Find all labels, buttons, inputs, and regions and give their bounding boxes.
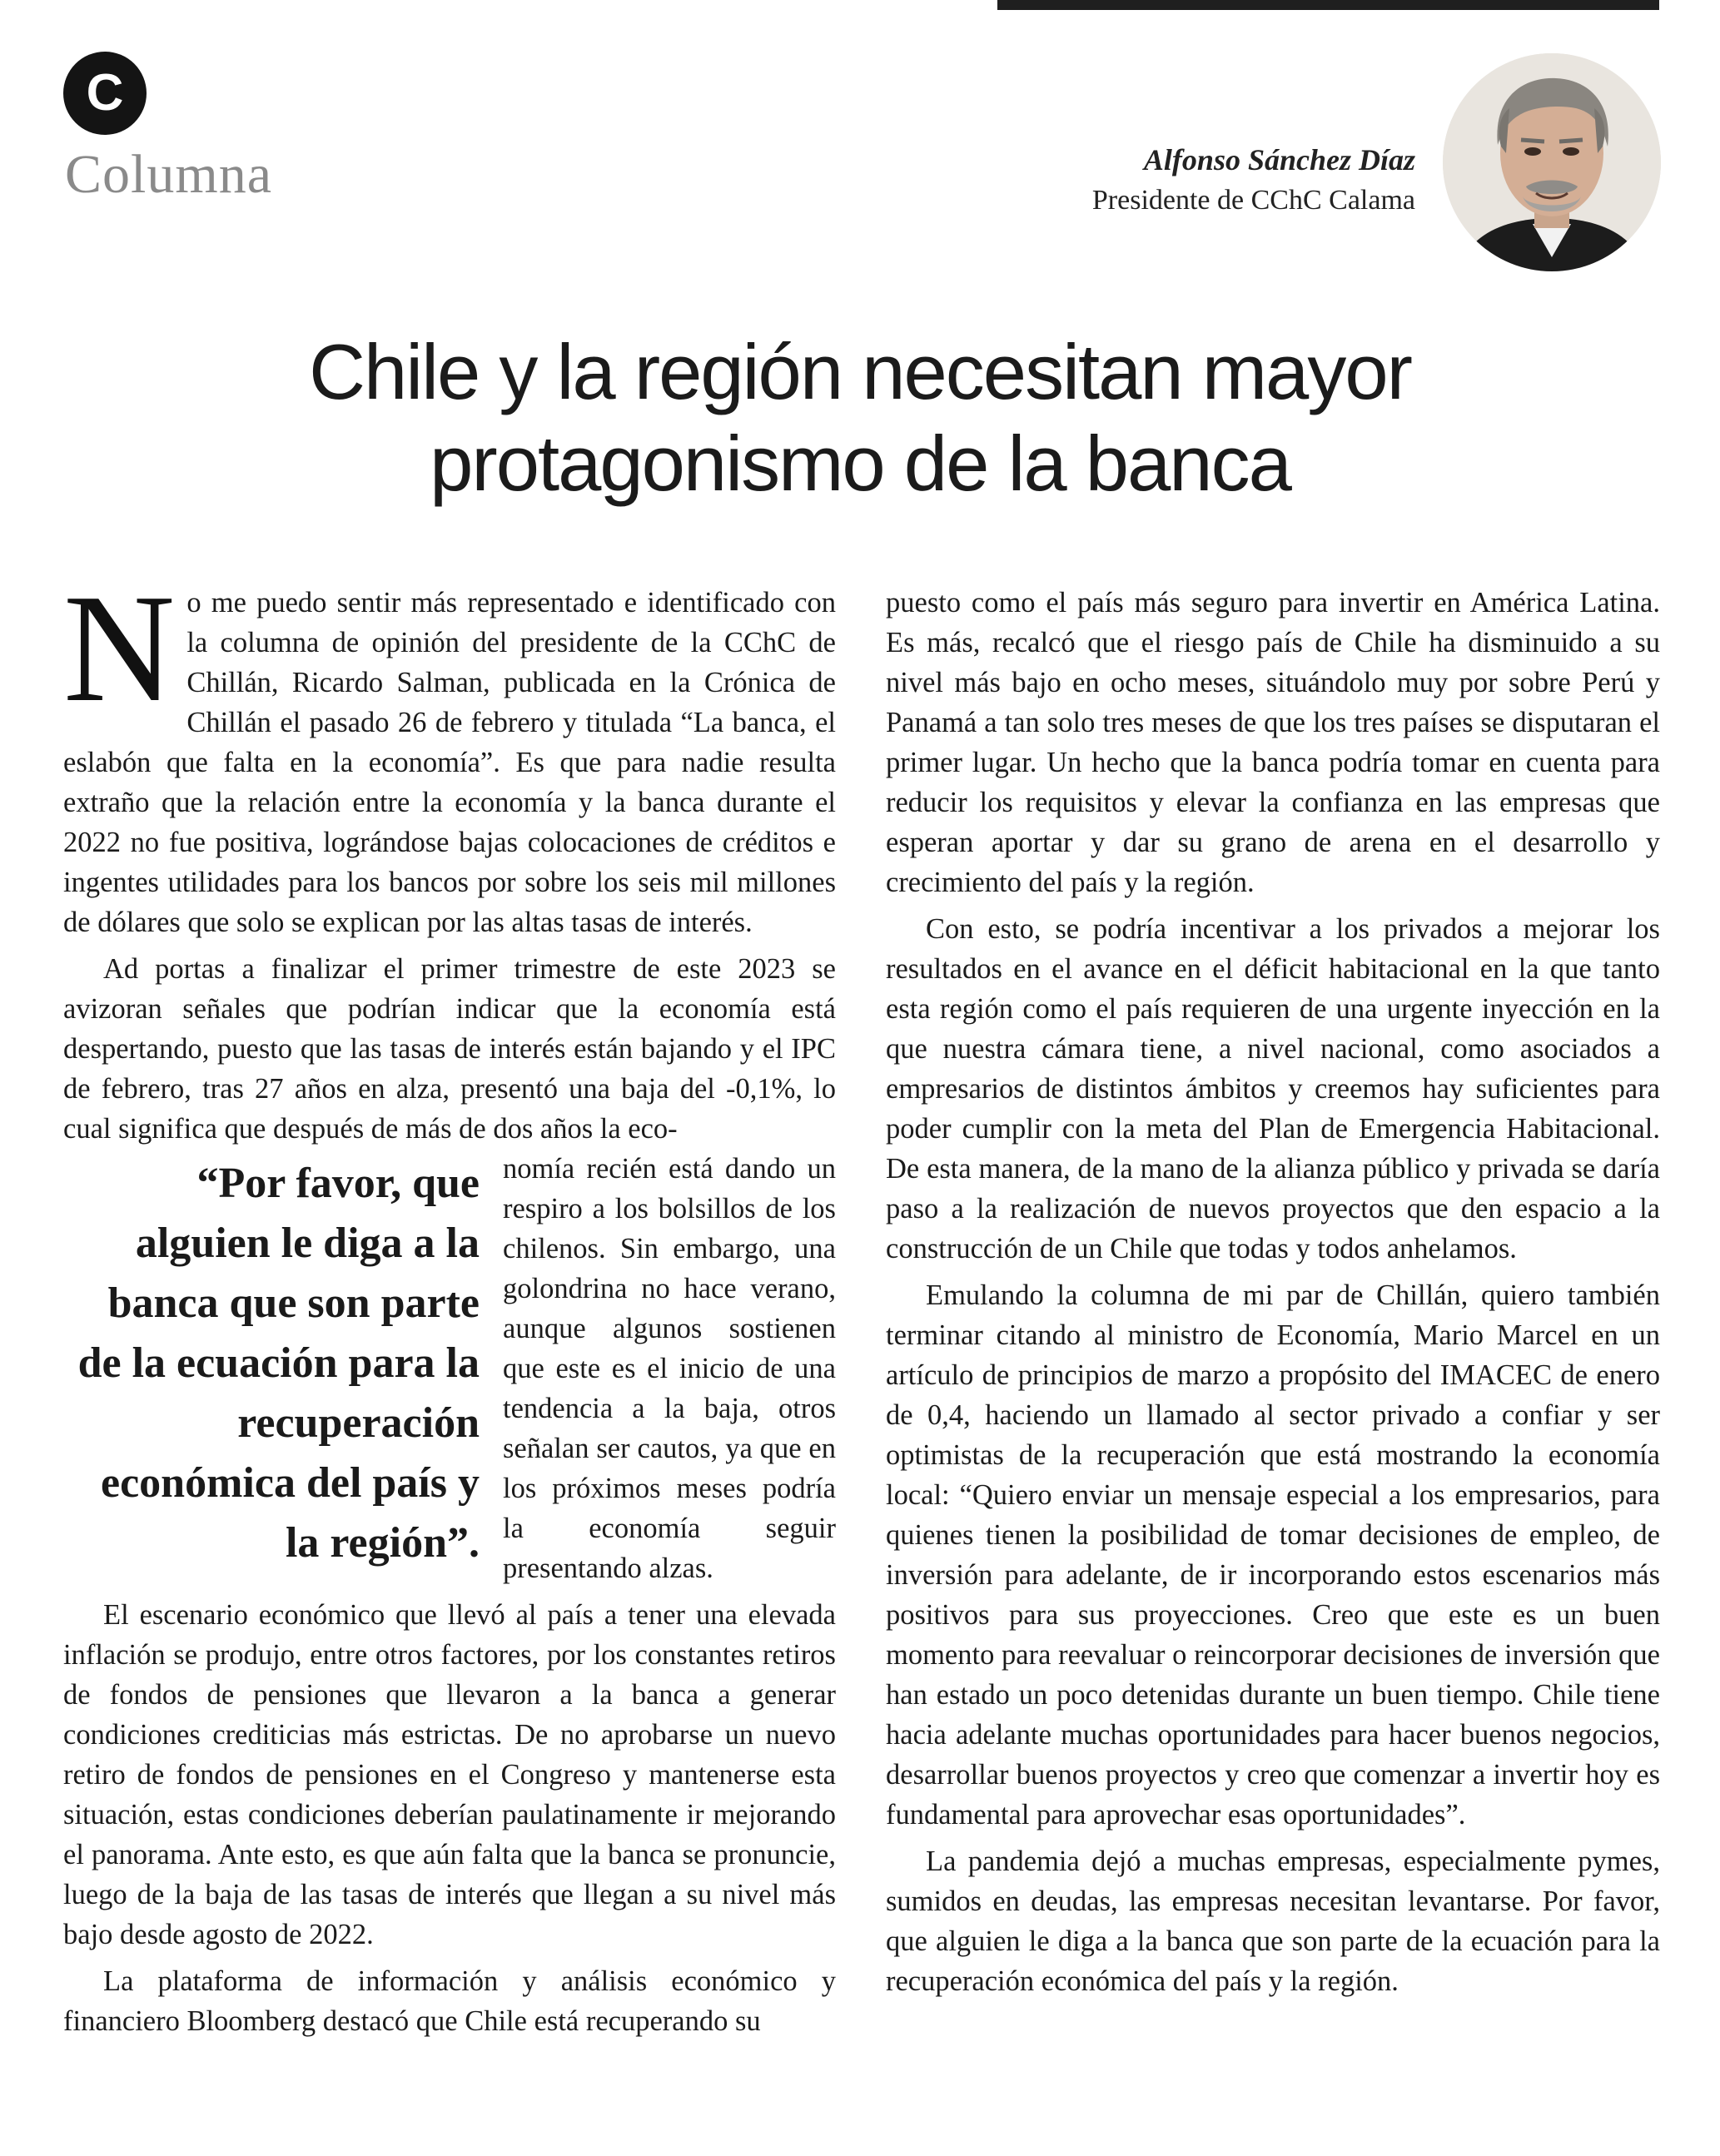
article-column-right [886, 583, 1660, 2001]
headline-line-2: protagonismo de la banca [430, 420, 1290, 507]
author-portrait-icon [1443, 53, 1661, 271]
author-photo [1443, 53, 1661, 271]
section-label: Columna [65, 144, 272, 205]
paragraph-6: Con esto, se podría incentivar a los privados a mejorar los resultados en el avance en el déficit habitacional en la que tanto esta región como el país requieren de una urgente inyección en la que nuestra cámara tiene, a nivel nacional, como asociados a empresarios de distintos ámbitos y creemos hay suficientes para poder cumplir con la meta del Plan de Emergencia Habitacional. De esta manera, de la mano de la alianza público y privada se daría paso a la realización de nuevos proyectos que den espacio a la construcción de un Chile que todas y todos anhelamos. [886, 913, 1660, 1264]
author-role: Presidente de CChC Calama [1091, 185, 1415, 216]
paragraph-1 [63, 563, 836, 942]
paragraph-2: Ad portas a finalizar el primer trimestre de este 2023 se avizoran señales que podrían indicar que la economía está despertando, puesto que las tasas de interés están bajando y el IPC de febrero, tras 27 años en alza, presentó una baja del -0,1%, lo cual significa que después de más de dos años la eco- [63, 953, 836, 1145]
section-badge: C [63, 52, 147, 135]
paragraph-8: La pandemia dejó a muchas empresas, especialmente pymes, sumidos en deudas, las empresas necesitan levantarse. Por favor, que alguien le diga a la banca que son parte de la ecuación para la recuperación económica del país y la región. [886, 1846, 1660, 1997]
headline-line-1: Chile y la región necesitan mayor [309, 328, 1411, 415]
paragraph-1-text: o me puedo sentir más representado e identificado con la columna de opinión del presidente de la CChC de Chillán, Ricardo Salman, publicada en la Crónica de Chillán el pasado 26 de febrero y titulada “La banca, el eslabón que falta en la economía”. Es que para nadie resulta extraño que la relación entre la economía y la banca durante el 2022 no fue positiva, lográndose bajas colocaciones de créditos e ingentes utilidades para los bancos por sobre los seis mil millones de dólares que solo se explican por las altas tasas de interés. [63, 587, 836, 938]
author-byline [1092, 140, 1415, 221]
pull-quote: “Por favor, que alguien le diga a la banca que son parte de la ecuación para la recuperación económica del país y la región”. [77, 1160, 480, 1567]
paragraph-3: El escenario económico que llevó al país a tener una elevada inflación se produjo, entre otros factores, por los constantes retiros de fondos de pensiones que llevaron a la banca a generar condiciones crediticias más estrictas. De no aprobarse un nuevo retiro de fondos de pensiones en el Congreso y mantenerse esta situación, estas condiciones deberían paulatinamente ir mejorando el panorama. Ante esto, es que aún falta que la banca se pronuncie, luego de la baja de las tasas de interés que llegan a su nivel más bajo desde agosto de 2022. [63, 1599, 836, 1950]
paragraph-7: Emulando la columna de mi par de Chillán, quiero también terminar citando al ministro de Economía, Mario Marcel en un artículo de principios de marzo a propósito del IMACEC de enero de 0,4, haciendo un llamado al sector privado a confiar y ser optimistas de la recuperación que está mostrando la economía local: “Quiero enviar un mensaje especial a los empresarios, para quienes tienen la posibilidad de tomar decisiones de empleo, de inversión para adelante, de ir incorporando estos escenarios más positivos para sus proyecciones. Creo que este es un buen momento para reevaluar o reincorporar decisiones de inversión que han estado un poco detenidas durante un buen tiempo. Chile tiene hacia adelante muchas oportunidades para hacer buenos negocios, desarrollar buenos proyectos y creo que comenzar a invertir hoy es fundamental para aprovechar esas oportunidades”. [886, 1279, 1660, 1831]
author-name: Alfonso Sánchez Díaz [1143, 143, 1415, 176]
paragraph-5: puesto como el país más seguro para invertir en América Latina. Es más, recalcó que el riesgo país de Chile ha disminuido a su nivel más bajo en ocho meses, situándolo muy por sobre Perú y Panamá a tan solo tres meses de que los tres países se disputaran el primer lugar. Un hecho que la banca podría tomar en cuenta para reducir los requisitos y elevar la confianza en las empresas que esperan aportar y dar su grano de arena en el desarrollo y crecimiento del país y la región. [886, 587, 1660, 898]
article-headline [0, 326, 1720, 509]
paragraph-4: La plataforma de información y análisis económico y financiero Bloomberg destacó que Chile está recuperando su [63, 1965, 836, 2037]
top-rule [997, 0, 1659, 10]
paragraph-2-continued: nomía recién está dando un respiro a los bolsillos de los chilenos. Sin embargo, una golondrina no hace verano, aunque algunos sostienen que este es el inicio de una tendencia a la baja, otros señalan ser cautos, ya que en los próximos meses podría la economía seguir presentando alzas. [503, 1153, 836, 1584]
article-column-left [63, 563, 836, 2041]
drop-cap: N [63, 563, 176, 734]
